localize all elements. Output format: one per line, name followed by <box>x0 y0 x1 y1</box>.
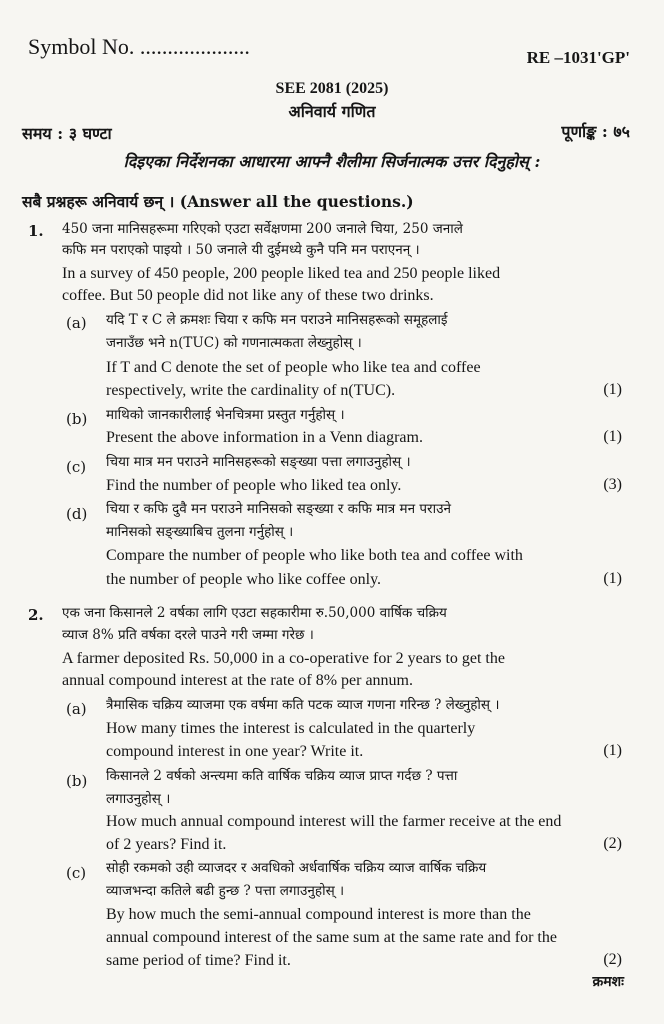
q2b-en-line-1: How much annual compound interest will the farmer receive at the end <box>106 813 562 830</box>
q1a-en-line-1: If T and C denote the set of people who like tea and coffee <box>106 359 481 376</box>
q1-en-line-2: coffee. But 50 people did not like any of these two drinks. <box>62 287 434 304</box>
q2b-en-line-2: of 2 years? Find it. <box>106 836 227 853</box>
question-1-number: 1. <box>28 222 44 240</box>
q2-en-line-2: annual compound interest at the rate of 8% per annum. <box>62 672 413 689</box>
q2c-en-line-2: annual compound interest of the same sum at the same rate and for the <box>106 929 557 946</box>
q1d-marks: (1) <box>603 570 622 587</box>
q2b-marks: (2) <box>603 835 622 852</box>
symbol-number: Symbol No. .................... <box>28 34 250 59</box>
subject-title: अनिवार्य गणित <box>288 102 376 121</box>
q2b-np-line-1: किसानले 2 वर्षको अन्त्यमा कति वार्षिक चक्रिय व्याज प्राप्त गर्दछ ? पत्ता <box>106 768 458 784</box>
instruction: दिइएका निर्देशनका आधारमा आफ्नै शैलीमा सिर्जनात्मक उत्तर दिनुहोस् : <box>123 152 541 171</box>
q2c-label: (c) <box>66 864 87 882</box>
q1d-en-line-2: the number of people who like coffee only. <box>106 571 382 588</box>
q2c-np-line-2: व्याजभन्दा कतिले बढी हुन्छ ? पत्ता लगाउनुहोस् । <box>106 883 345 899</box>
q1a-marks: (1) <box>603 381 622 398</box>
continued-note: क्रमशः <box>592 974 624 990</box>
time-allowed: समय : ३ घण्टा <box>22 124 112 143</box>
q1b-np-line-1: माथिको जानकारीलाई भेनचित्रमा प्रस्तुत गर्नुहोस् । <box>106 407 345 423</box>
q1c-en-line-1: Find the number of people who liked tea only. <box>106 477 402 494</box>
q1d-label: (d) <box>66 505 88 523</box>
q1-np-line-2: कफि मन पराएको पाइयो । 50 जनाले यी दुईमध्ये कुनै पनि मन पराएनन् । <box>62 242 420 258</box>
q1a-label: (a) <box>66 314 87 332</box>
q1-np-line-1: 450 जना मानिसहरूमा गरिएको एउटा सर्वेक्षणमा 200 जनाले चिया, 250 जनाले <box>62 221 463 237</box>
q1b-label: (b) <box>66 410 88 428</box>
q2-np-line-2: व्याज 8% प्रति वर्षका दरले पाउने गरी जम्मा गरेछ । <box>62 627 314 643</box>
q1c-label: (c) <box>66 458 87 476</box>
q1c-np-line-1: चिया मात्र मन पराउने मानिसहरूको सङ्ख्या पत्ता लगाउनुहोस् । <box>106 454 411 470</box>
q2a-en-line-1: How many times the interest is calculated in the quarterly <box>106 720 476 737</box>
q1c-marks: (3) <box>603 476 622 493</box>
q2a-marks: (1) <box>603 742 622 759</box>
q2c-np-line-1: सोही रकमको उही व्याजदर र अवधिको अर्धवार्षिक चक्रिय व्याज वार्षिक चक्रिय <box>106 860 487 876</box>
q2c-en-line-1: By how much the semi-annual compound interest is more than the <box>106 906 531 923</box>
q1a-np-line-1: यदि T र C ले क्रमशः चिया र कफि मन पराउने मानिसहरूको समूहलाई <box>106 312 448 328</box>
q2-np-line-1: एक जना किसानले 2 वर्षका लागि एउटा सहकारीमा रु.50,000 वार्षिक चक्रिय <box>62 605 447 621</box>
all-questions-note: सबै प्रश्नहरू अनिवार्य छन् । (Answer all the questions.) <box>22 192 414 211</box>
q2a-en-line-2: compound interest in one year? Write it. <box>106 743 364 760</box>
full-marks: पूर्णाङ्क : ७५ <box>561 122 630 141</box>
q1-en-line-1: In a survey of 450 people, 200 people liked tea and 250 people liked <box>62 265 501 282</box>
q2b-label: (b) <box>66 772 88 790</box>
paper-code: RE –1031'GP' <box>526 48 630 67</box>
q1b-en-line-1: Present the above information in a Venn diagram. <box>106 429 423 446</box>
q2-en-line-1: A farmer deposited Rs. 50,000 in a co-operative for 2 years to get the <box>62 650 505 667</box>
q1d-np-line-2: मानिसको सङ्ख्याबिच तुलना गर्नुहोस् । <box>106 524 294 540</box>
q2a-label: (a) <box>66 700 87 718</box>
q2c-marks: (2) <box>603 951 622 968</box>
q1a-np-line-2: जनाउँछ भने n(TUC) को गणनात्मकता लेख्नुहोस् । <box>106 335 362 351</box>
q2a-np-line-1: त्रैमासिक चक्रिय व्याजमा एक वर्षमा कति पटक व्याज गणना गरिन्छ ? लेख्नुहोस् । <box>106 697 500 713</box>
q1d-np-line-1: चिया र कफि दुवै मन पराउने मानिसको सङ्ख्या र कफि मात्र मन पराउने <box>106 501 451 517</box>
question-2-number: 2. <box>28 606 44 624</box>
q1a-en-line-2: respectively, write the cardinality of n(TUC). <box>106 382 396 399</box>
q2b-np-line-2: लगाउनुहोस् । <box>106 791 171 807</box>
exam-title: SEE 2081 (2025) <box>275 80 389 97</box>
q1b-marks: (1) <box>603 428 622 445</box>
q2c-en-line-3: same period of time? Find it. <box>106 952 291 969</box>
q1d-en-line-1: Compare the number of people who like both tea and coffee with <box>106 547 523 564</box>
